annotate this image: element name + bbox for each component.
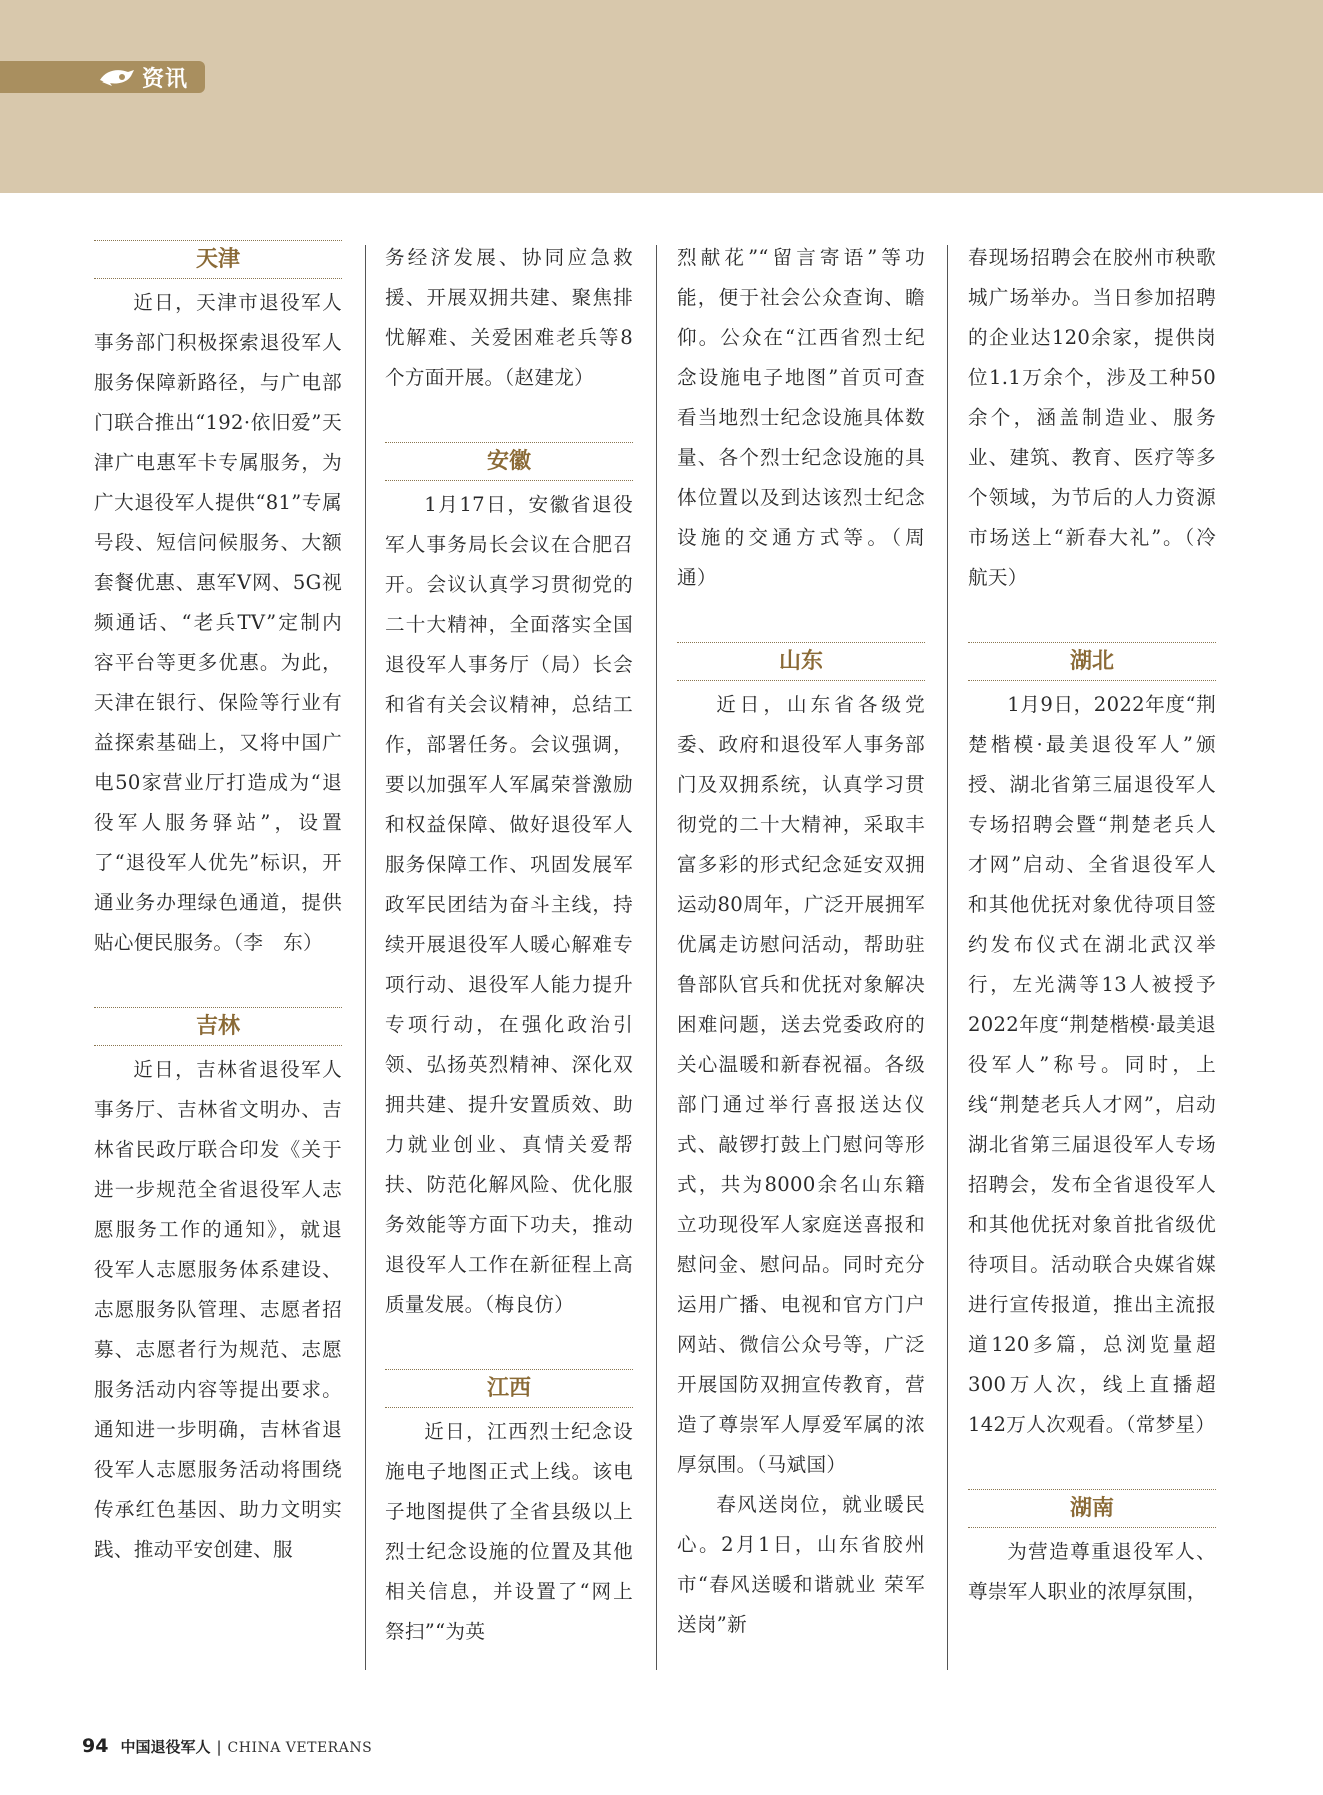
article-paragraph: 1月17日，安徽省退役军人事务局长会议在合肥召开。会议认真学习贯彻党的二十大精神，全面落实全国退役军人事务厅（局）长会和省有关会议精神，总结工作，部署任务。会议强调，要以加强军人军属荣誉激励和权益保障、做好退役军人服务保障工作、巩固发展军政军民团结为奋斗主线，持续开展退役军人暖心解难专项行动、退役军人能力提升专项行动，在强化政治引领、弘扬英烈精神、深化双拥共建、提升安置质效、助力就业创业、真情关爱帮扶、防范化解风险、优化服务效能等方面下功夫，推动退役军人工作在新征程上高质量发展。（梅良仿） <box>385 493 633 1316</box>
section-gap <box>968 1445 1216 1487</box>
section-gap <box>677 598 925 640</box>
article-paragraph: 近日，吉林省退役军人事务厅、吉林省文明办、吉林省民政厅联合印发《关于进一步规范全省退役军人志愿服务工作的通知》，就退役军人志愿服务体系建设、志愿服务队管理、志愿者招募、志愿者行为规范、志愿服务活动内容等提出要求。通知进一步明确，吉林省退役军人志愿服务活动将围绕传承红色基因、助力文明实践、推动平安创建、服 <box>94 1058 342 1561</box>
column-4 <box>968 238 1216 1612</box>
section-label: 资讯 <box>142 66 189 92</box>
magazine-logo-icon <box>98 66 136 88</box>
section-gap <box>385 398 633 440</box>
section-heading: 江西 <box>385 1369 633 1408</box>
article-paragraph: 春风送岗位，就业暖民心。2月1日，山东省胶州市“春风送暖和谐就业 荣军送岗”新 <box>677 1493 925 1636</box>
article-paragraph: 近日，天津市退役军人事务部门积极探索退役军人服务保障新路径，与广电部门联合推出“192·依旧爱”天津广电惠军卡专属服务，为广大退役军人提供“81”专属号段、短信问候服务、大额套餐优惠、惠军V网、5G视频通话、“老兵TV”定制内容平台等更多优惠。为此，天津在银行、保险等行业有益探索基础上，又将中国广电50家营业厅打造成为“退役军人服务驿站”，设置了“退役军人优先”标识，开通业务办理绿色通道，提供贴心便民服务。（李 东） <box>94 291 342 954</box>
article-paragraph: 烈献花”“留言寄语”等功能，便于社会公众查询、瞻仰。公众在“江西省烈士纪念设施电子地图”首页可查看当地烈士纪念设施具体数量、各个烈士纪念设施的具体位置以及到达该烈士纪念设施的交通方式等。（周 通） <box>677 246 945 589</box>
page-footer <box>82 1735 372 1757</box>
article-paragraph: 春现场招聘会在胶州市秧歌城广场举办。当日参加招聘的企业达120余家，提供岗位1.1万余个，涉及工种50余个，涵盖制造业、服务业、建筑、教育、医疗等多个领域，为节后的人力资源市场送上“新春大礼”。（冷航天） <box>968 246 1216 589</box>
footer-separator: | <box>216 1738 222 1756</box>
section-tag <box>0 61 205 93</box>
section-gap <box>968 598 1216 640</box>
header-band <box>0 0 1323 193</box>
article-paragraph: 务经济发展、协同应急救援、开展双拥共建、聚焦排忧解难、关爱困难老兵等8个方面开展。（赵建龙） <box>385 246 633 389</box>
section-gap <box>94 963 342 1005</box>
magazine-name-en: CHINA VETERANS <box>227 1740 373 1756</box>
section-heading: 山东 <box>677 642 925 681</box>
column-3 <box>677 238 945 1645</box>
magazine-name: 中国退役军人 <box>120 1738 211 1756</box>
section-heading: 安徽 <box>385 442 633 481</box>
article-paragraph: 1月9日，2022年度“荆楚楷模·最美退役军人”颁授、湖北省第三届退役军人专场招聘会暨“荆楚老兵人才网”启动、全省退役军人和其他优抚对象优待项目签约发布仪式在湖北武汉举行，左光满等13人被授予2022年度“荆楚楷模·最美退役军人”称号。同时，上线“荆楚老兵人才网”，启动湖北省第三届退役军人专场招聘会，发布全省退役军人和其他优抚对象首批省级优待项目。活动联合央媒省媒进行宣传报道，推出主流报道120多篇，总浏览量超300万人次，线上直播超142万人次观看。（常梦星） <box>968 693 1216 1436</box>
column-divider <box>656 245 657 1670</box>
section-heading: 天津 <box>94 240 342 279</box>
article-paragraph: 近日，江西烈士纪念设施电子地图正式上线。该电子地图提供了全省县级以上烈士纪念设施的位置及其他相关信息，并设置了“网上祭扫”“为英 <box>385 1420 633 1643</box>
section-heading: 吉林 <box>94 1007 342 1046</box>
column-divider <box>365 245 366 1670</box>
column-divider <box>947 245 948 1670</box>
article-paragraph: 近日，山东省各级党委、政府和退役军人事务部门及双拥系统，认真学习贯彻党的二十大精神，采取丰富多彩的形式纪念延安双拥运动80周年，广泛开展拥军优属走访慰问活动，帮助驻鲁部队官兵和优抚对象解决困难问题，送去党委政府的关心温暖和新春祝福。各级部门通过举行喜报送达仪式、敲锣打鼓上门慰问等形式，共为8000余名山东籍立功现役军人家庭送喜报和慰问金、慰问品。同时充分运用广播、电视和官方门户网站、微信公众号等，广泛开展国防双拥宣传教育，营造了尊崇军人厚爱军属的浓厚氛围。（马斌国） <box>677 693 925 1476</box>
column-1 <box>94 238 342 1570</box>
article-paragraph: 为营造尊重退役军人、尊崇军人职业的浓厚氛围， <box>968 1540 1216 1603</box>
column-2 <box>385 238 633 1652</box>
section-heading: 湖北 <box>968 642 1216 681</box>
page-number: 94 <box>82 1735 109 1757</box>
section-heading: 湖南 <box>968 1489 1216 1528</box>
section-gap <box>385 1325 633 1367</box>
